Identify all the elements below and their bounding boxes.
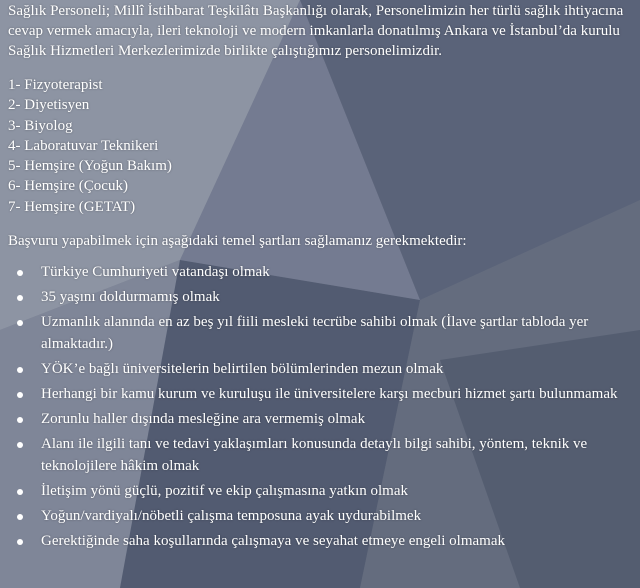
requirements-list	[8, 262, 634, 552]
position-item: 6- Hemşire (Çocuk)	[8, 178, 128, 195]
requirement-text: Uzmanlık alanında en az beş yıl fiili mesleki tecrübe sahibi olmak (İlave şartlar tabloda yer almaktadır.)	[41, 314, 589, 352]
bullet-icon	[17, 417, 23, 423]
bullet-icon	[17, 539, 23, 545]
bullet-icon	[17, 392, 23, 398]
position-item: 5- Hemşire (Yoğun Bakım)	[8, 158, 172, 175]
intro-paragraph: Sağlık Personeli; Millî İstihbarat Teşkilâtı Başkanlığı olarak, Personelimizin her türlü sağlık ihtiyacına cevap vermek amacıyla, ileri teknoloji ve modern imkanlarla donatılmış Ankara ve İstanbul’da kurulu Sağlık Hizmetleri Merkezlerimizde birlikte çalıştığımız personelimizdir.	[8, 3, 624, 59]
requirement-item	[17, 359, 634, 381]
bullet-icon	[17, 320, 23, 326]
requirement-item	[17, 384, 634, 406]
requirement-text: Gerektiğinde saha koşullarında çalışmaya ve seyahat etmeye engeli olmamak	[41, 532, 505, 549]
bullet-icon	[17, 489, 23, 495]
requirement-text: Herhangi bir kamu kurum ve kuruluşu ile üniversitelere karşı mecburi hizmet şartı bulunmamak	[41, 385, 618, 402]
requirement-item	[17, 312, 634, 355]
requirement-item	[17, 434, 634, 477]
requirement-item	[17, 287, 634, 309]
bullet-icon	[17, 514, 23, 520]
bullet-icon	[17, 442, 23, 448]
position-item: 2- Diyetisyen	[8, 97, 90, 114]
requirement-text: 35 yaşını doldurmamış olmak	[41, 289, 220, 306]
requirement-item	[17, 531, 634, 553]
requirement-item	[17, 506, 634, 528]
requirement-text: Yoğun/vardiyalı/nöbetli çalışma temposuna ayak uydurabilmek	[41, 507, 422, 524]
position-item: 7- Hemşire (GETAT)	[8, 198, 136, 215]
requirement-text: Zorunlu haller dışında mesleğine ara vermemiş olmak	[41, 411, 366, 428]
bullet-icon	[17, 367, 23, 373]
requirement-item	[17, 481, 634, 503]
requirement-item	[17, 262, 634, 284]
requirement-item	[17, 409, 634, 431]
bullet-icon	[17, 270, 23, 276]
requirements-heading: Başvuru yapabilmek için aşağıdaki temel şartları sağlamanız gerekmektedir:	[8, 233, 467, 250]
requirement-text: YÖK’e bağlı üniversitelerin belirtilen bölümlerinden mezun olmak	[41, 360, 444, 377]
requirement-text: Türkiye Cumhuriyeti vatandaşı olmak	[41, 264, 270, 281]
bullet-icon	[17, 295, 23, 301]
positions-list	[8, 75, 634, 217]
recruitment-content	[8, 0, 634, 556]
position-item: 4- Laboratuvar Teknikeri	[8, 137, 159, 154]
position-item: 3- Biyolog	[8, 117, 73, 134]
requirement-text: Alanı ile ilgili tanı ve tedavi yaklaşımları konusunda detaylı bilgi sahibi, yöntem, teknik ve teknolojilere hâkim olmak	[41, 436, 588, 474]
requirement-text: İletişim yönü güçlü, pozitif ve ekip çalışmasına yatkın olmak	[41, 482, 409, 499]
position-item: 1- Fizyoterapist	[8, 77, 103, 93]
